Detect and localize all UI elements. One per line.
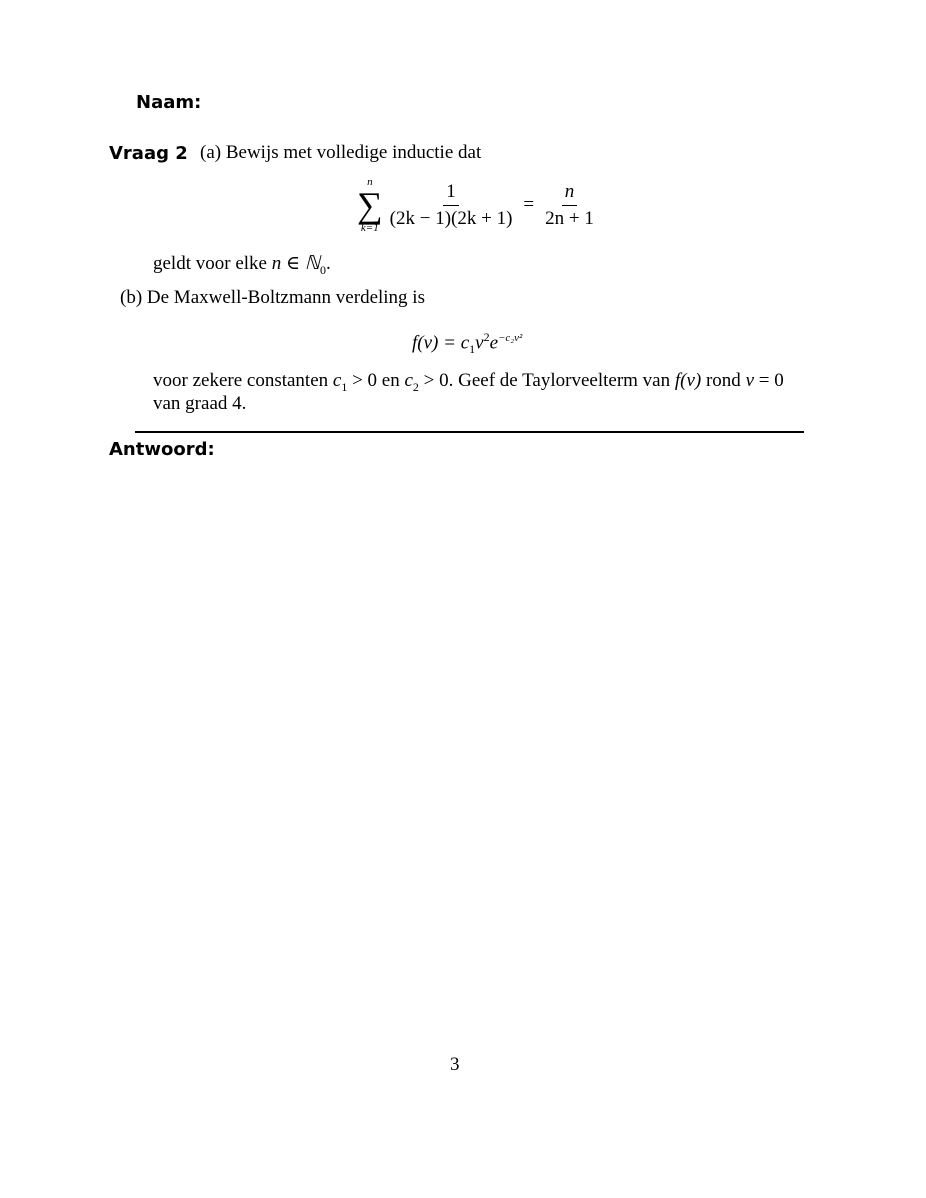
line1-c2: c	[404, 370, 413, 391]
answer-label: Antwoord:	[109, 439, 215, 460]
line1-c1-sub: 1	[341, 379, 348, 394]
equals-sign: =	[523, 194, 535, 215]
conclusion-prefix: geldt voor elke	[153, 253, 267, 274]
formula-v: v	[475, 332, 484, 354]
part-b-intro	[120, 287, 425, 309]
line1-a: voor zekere constanten	[153, 370, 329, 391]
part-a-intro	[200, 142, 481, 164]
conclusion-math: n ∈ ℕ	[271, 253, 320, 274]
line1-e: = 0	[758, 370, 784, 391]
formula-v-sup: 2	[483, 330, 490, 344]
formula-c-sub: 1	[469, 342, 476, 357]
sum-lower-limit: k=1	[360, 222, 379, 234]
formula-exp: −c₂v²	[498, 332, 523, 344]
rhs-fraction	[542, 181, 597, 230]
name-label: Naam:	[136, 92, 202, 113]
line1-v: v	[745, 370, 754, 391]
part-a-marker: (a)	[200, 142, 222, 163]
part-b-intro-text: De Maxwell-Boltzmann verdeling is	[146, 287, 425, 308]
lhs-denominator: (2k − 1)(2k + 1)	[389, 207, 513, 229]
rhs-denominator: 2n + 1	[545, 207, 594, 229]
lhs-numerator: 1	[443, 181, 459, 206]
formula-e: e	[489, 332, 498, 354]
rhs-numerator: n	[562, 181, 578, 206]
part-b-formula	[412, 330, 522, 357]
line1-fv: f(v)	[674, 370, 702, 391]
part-a-conclusion	[153, 252, 331, 278]
conclusion-sub: 0	[320, 262, 326, 277]
sum-symbol	[357, 176, 383, 234]
lhs-fraction	[387, 181, 516, 230]
line1-c2-sub: 2	[412, 379, 419, 394]
line1-c1: c	[332, 370, 342, 391]
line1-d: rond	[705, 370, 741, 391]
formula-c: c	[460, 332, 470, 354]
part-b-line2: van graad 4.	[153, 393, 247, 414]
sigma-icon: ∑	[357, 185, 383, 225]
page-number: 3	[450, 1054, 460, 1075]
horizontal-rule	[135, 431, 804, 433]
part-b-marker: (b)	[120, 287, 143, 308]
part-b-line1	[153, 370, 784, 395]
part-a-intro-text: Bewijs met volledige inductie dat	[225, 142, 482, 163]
part-a-formula	[357, 176, 597, 234]
line1-b: > 0 en	[352, 370, 400, 391]
question-label: Vraag 2	[109, 143, 188, 164]
conclusion-suffix: .	[326, 253, 331, 274]
formula-lhs: f(v) =	[412, 332, 461, 354]
line1-c: > 0. Geef de Taylorveelterm van	[423, 370, 671, 391]
sum-upper-limit: n	[367, 176, 373, 188]
